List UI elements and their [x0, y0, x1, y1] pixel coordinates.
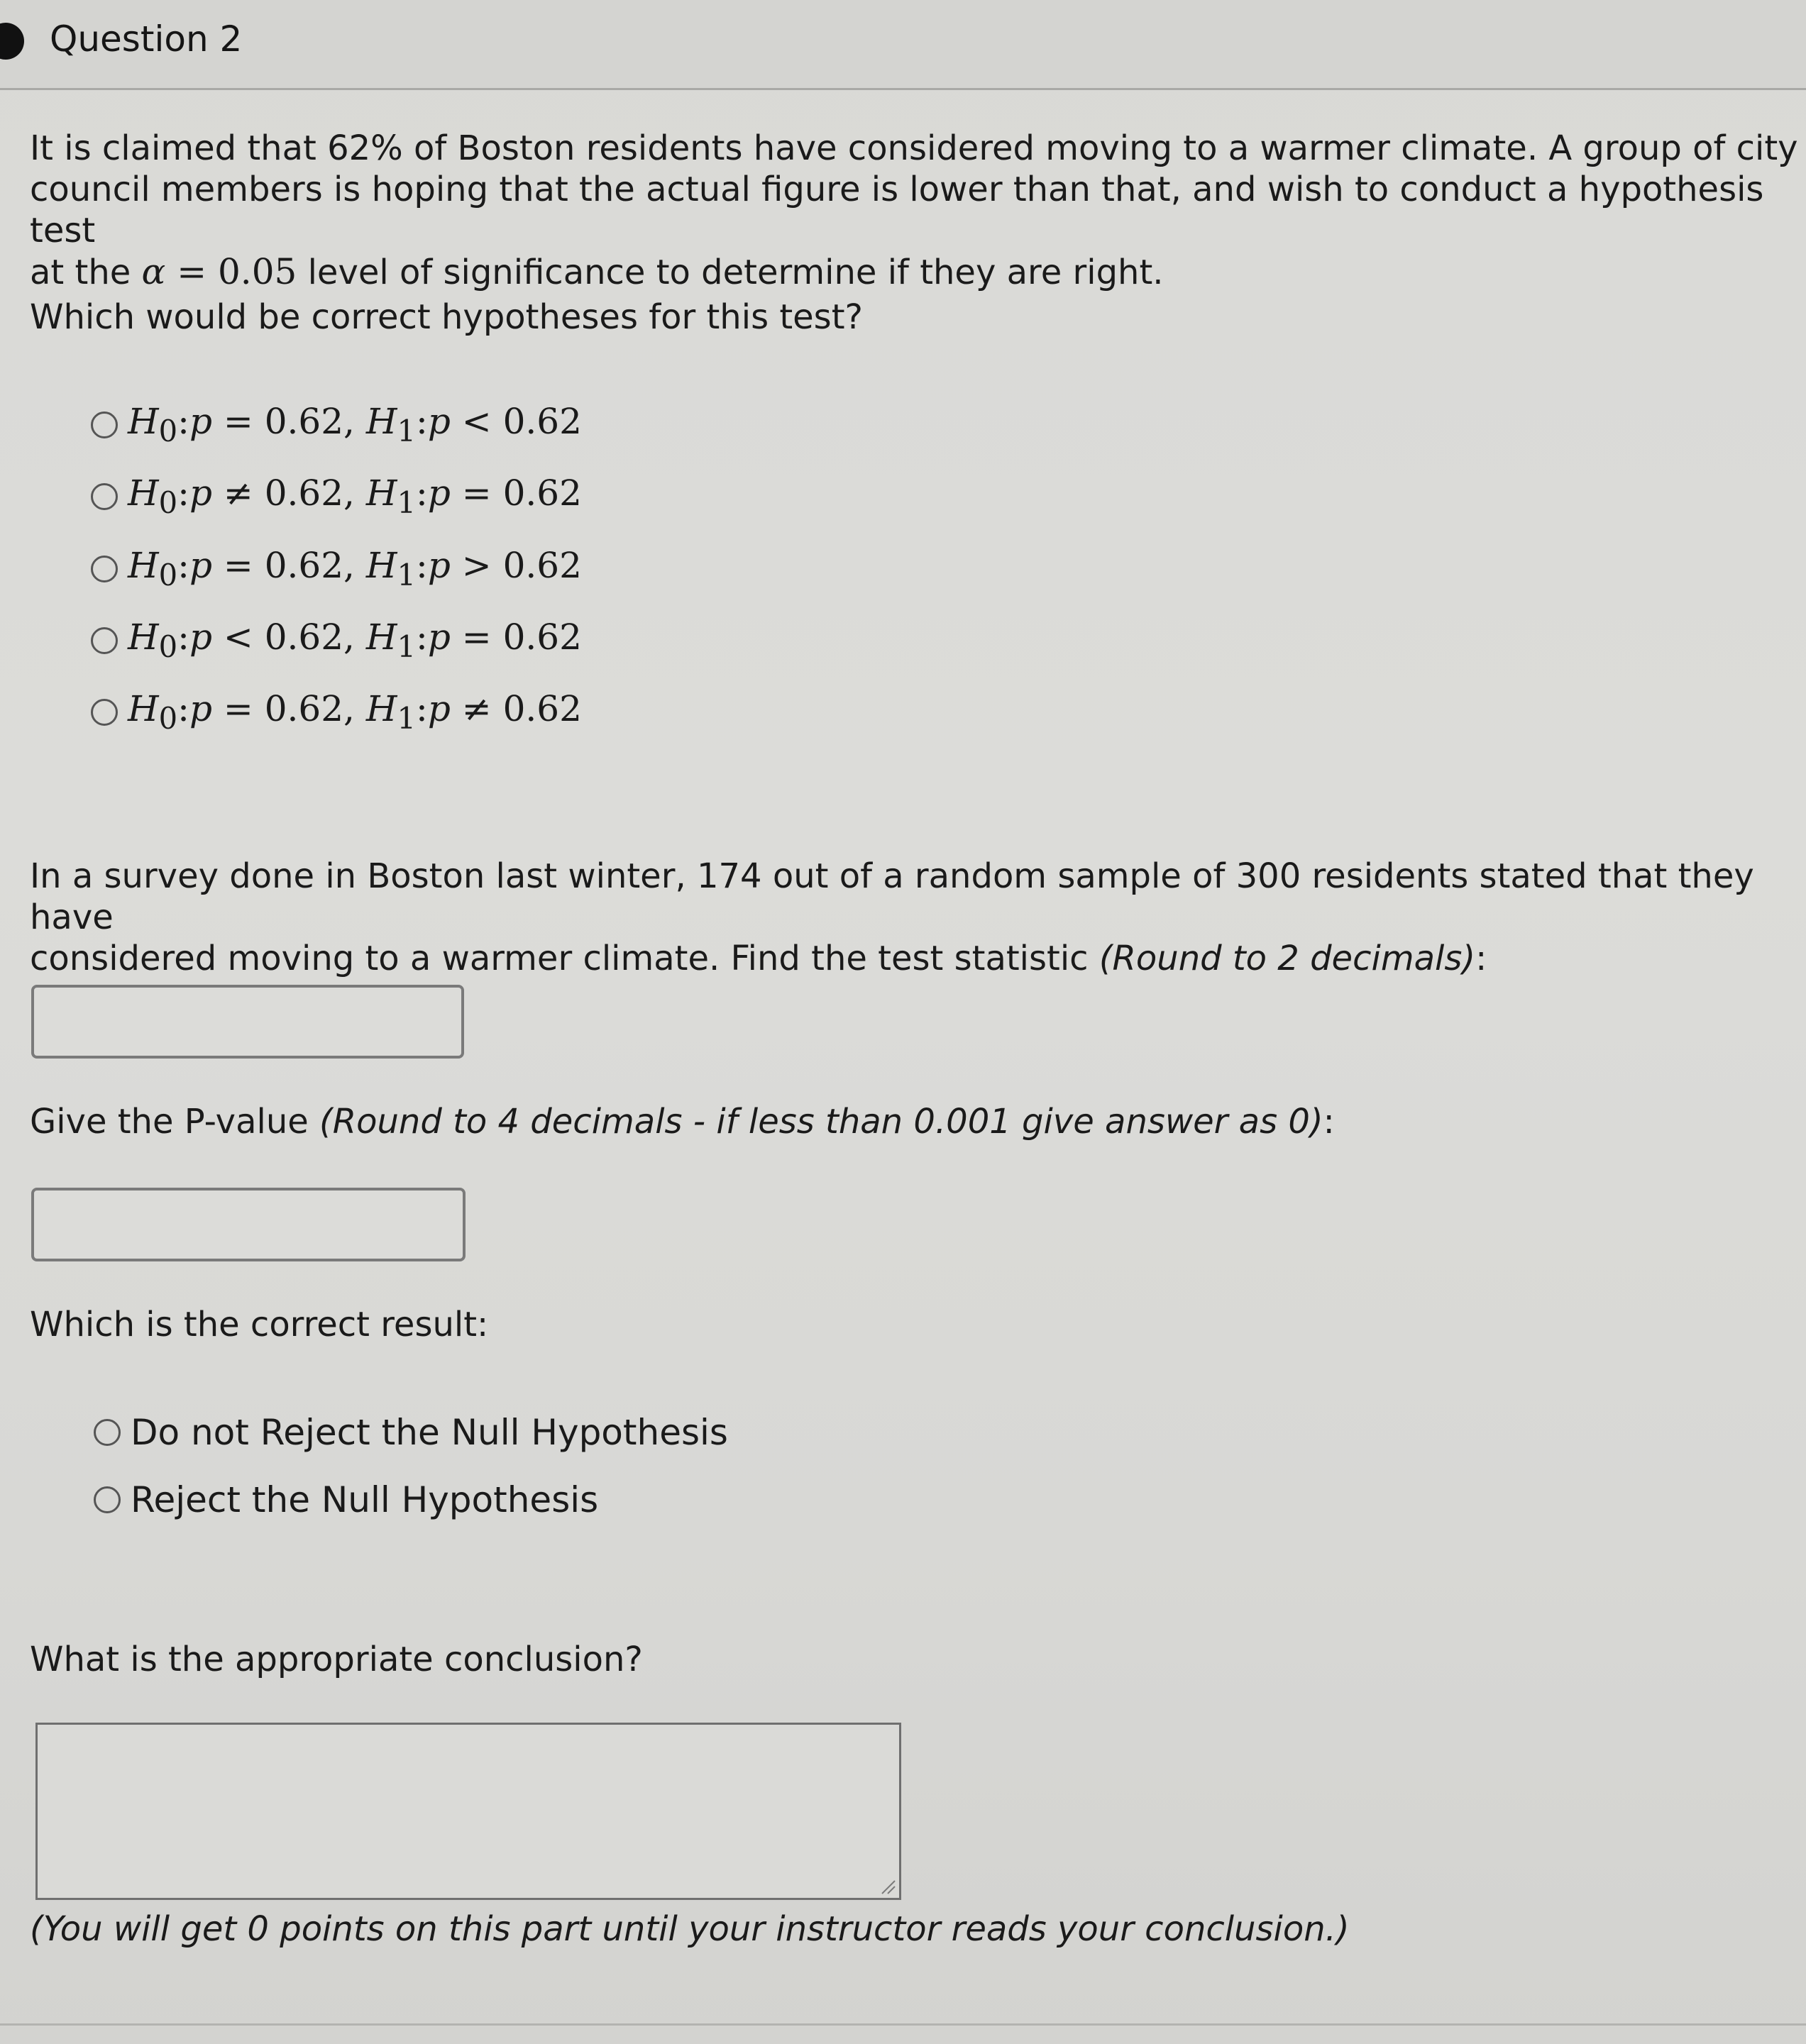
radio-button[interactable]: [91, 699, 118, 726]
radio-button[interactable]: [94, 1486, 121, 1513]
hypothesis-option-3[interactable]: [91, 545, 582, 592]
intro-line-1: It is claimed that 62% of Boston residents have considered moving to a warmer climate. A group of city: [30, 128, 1798, 168]
survey-paragraph: [30, 856, 1806, 979]
pvalue-label: Give the P-value (Round to 4 decimals - if less than 0.001 give answer as 0):: [30, 1102, 1335, 1142]
radio-button[interactable]: [91, 556, 118, 582]
radio-button[interactable]: [94, 1419, 121, 1446]
survey-line-2: considered moving to a warmer climate. Find the test statistic (Round to 2 decimals):: [30, 939, 1487, 978]
test-statistic-input[interactable]: [31, 985, 464, 1059]
result-option-label: Reject the Null Hypothesis: [131, 1479, 599, 1520]
alpha-symbol: α: [141, 251, 166, 292]
hypothesis-text: $H_0:p = 0.62$, $H_1:p \ne 0.62$: [128, 688, 582, 736]
survey-line-1: In a survey done in Boston last winter, 174 out of a random sample of 300 residents stated that they have: [30, 856, 1754, 937]
question-header: [0, 0, 1806, 90]
conclusion-note: (You will get 0 points on this part until your instructor reads your conclusion.): [30, 1909, 1350, 1949]
bottom-divider: [0, 2023, 1806, 2026]
result-option-do-not-reject[interactable]: [94, 1412, 728, 1453]
hypotheses-prompt: Which would be correct hypotheses for this test?: [30, 297, 863, 337]
result-option-label: Do not Reject the Null Hypothesis: [131, 1412, 728, 1453]
intro-line-2: council members is hoping that the actual figure is lower than that, and wish to conduct a hypothesis test: [30, 170, 1764, 250]
rounding-hint: (Round to 2 decimals): [1099, 939, 1476, 978]
alpha-equals: =: [165, 251, 218, 292]
pvalue-hint: (Round to 4 decimals - if less than 0.001 give answer as 0): [319, 1102, 1323, 1142]
hypothesis-option-2[interactable]: [91, 473, 582, 520]
hypothesis-text: $H_0:p = 0.62$, $H_1:p < 0.62$: [128, 401, 582, 448]
hypothesis-text: $H_0:p = 0.62$, $H_1:p > 0.62$: [128, 545, 582, 592]
radio-button[interactable]: [91, 627, 118, 654]
conclusion-prompt: What is the appropriate conclusion?: [30, 1640, 643, 1679]
alpha-value: 0.05: [217, 251, 297, 292]
hypothesis-option-1[interactable]: [91, 401, 582, 448]
intro-paragraph: [30, 128, 1806, 293]
hypothesis-option-5[interactable]: [91, 688, 582, 736]
radio-button[interactable]: [91, 411, 118, 438]
radio-button[interactable]: [91, 483, 118, 510]
intro-line-3-post: level of significance to determine if they are right.: [297, 253, 1164, 292]
intro-line-3-pre: at the: [30, 253, 142, 292]
question-title: Question 2: [50, 18, 243, 60]
resize-grip-icon[interactable]: [878, 1877, 896, 1895]
conclusion-textarea[interactable]: [35, 1723, 901, 1900]
hypothesis-text: $H_0:p \ne 0.62$, $H_1:p = 0.62$: [128, 473, 582, 520]
hypothesis-text: $H_0:p < 0.62$, $H_1:p = 0.62$: [128, 617, 582, 664]
intro-line-3: [30, 251, 1806, 293]
question-status-dot: [0, 23, 24, 60]
result-option-reject[interactable]: [94, 1479, 598, 1520]
result-prompt: Which is the correct result:: [30, 1305, 489, 1344]
hypothesis-option-4[interactable]: [91, 617, 582, 664]
p-value-input[interactable]: [31, 1188, 466, 1261]
